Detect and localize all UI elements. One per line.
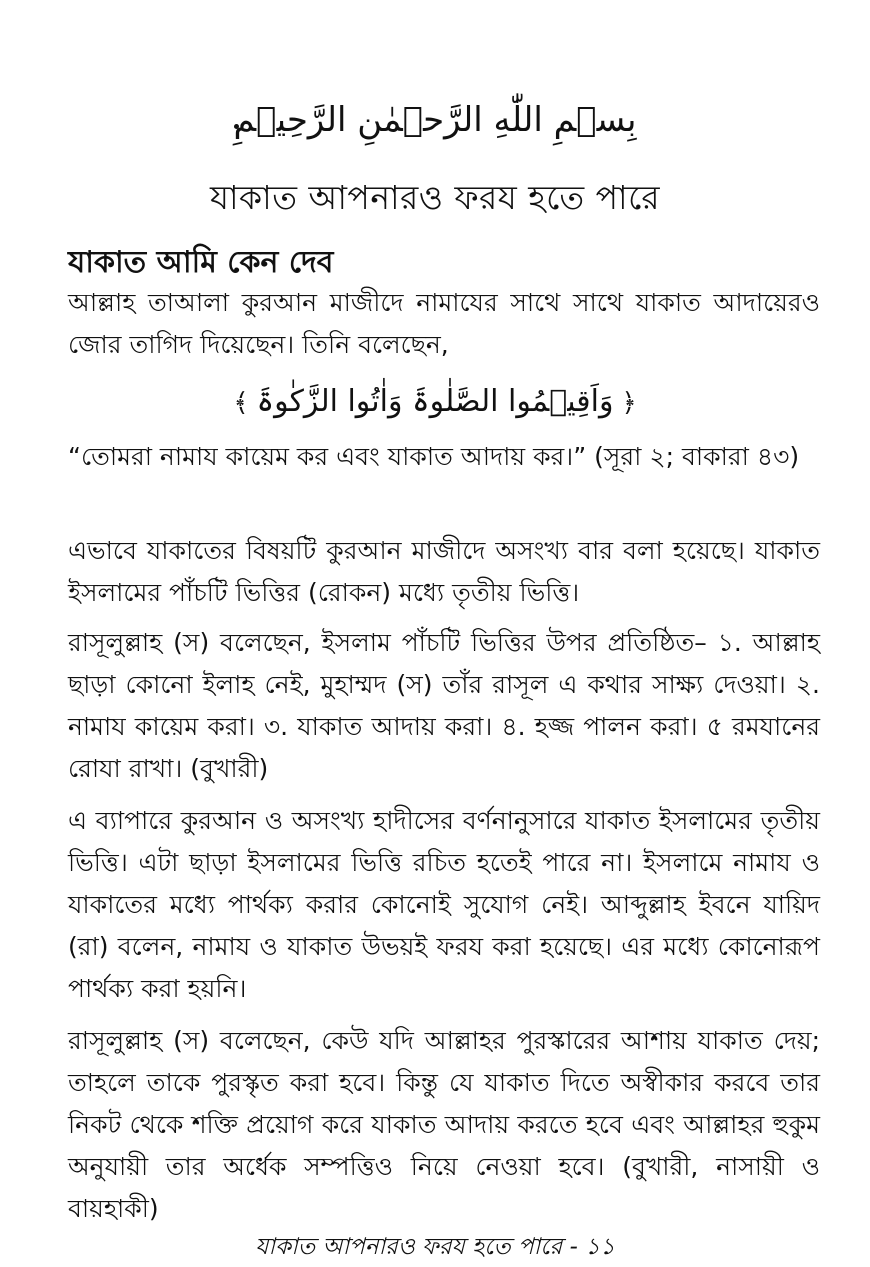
paragraph-reward-hadith: রাসূলুল্লাহ (স) বলেছেন, কেউ যদি আল্লাহর পুরস্কারের আশায় যাকাত দেয়; তাহলে তাকে পুরস্কৃত করা হবে। কিন্তু যে যাকাত দিতে অস্বীকার করবে তার নিকট থেকে শক্তি প্রয়োগ করে যাকাত আদায় করতে হবে এবং আল্লাহর হুকুম অনুযায়ী তার অর্ধেক সম্পত্তিও নিয়ে নেওয়া হবে। (বুখারী, নাসায়ী ও বায়হাকী) [68, 1026, 820, 1223]
ornate-bracket-close: ﴾ [233, 388, 249, 418]
paragraph-translation: “তোমরা নামায কায়েম কর এবং যাকাত আদায় কর।” (সূরা ২; বাকারা ৪৩) [68, 442, 800, 471]
paragraph-third-pillar: এ ব্যাপারে কুরআন ও অসংখ্য হাদীসের বর্ণনানুসারে যাকাত ইসলামের তৃতীয় ভিত্তি। এটা ছাড়া ইসলামের ভিত্তি রচিত হতেই পারে না। ইসলামে নামায ও যাকাতের মধ্যে পার্থক্য করার কোনোই সুযোগ নেই। আব্দুল্লাহ ইবনে যায়িদ (রা) বলেন, নামায ও যাকাত উভয়ই ফরয করা হয়েছে। এর মধ্যে কোনোরূপ পার্থক্য করা হয়নি। [68, 806, 820, 1003]
paragraph-intro: আল্লাহ তাআলা কুরআন মাজীদে নামাযের সাথে সাথে যাকাত আদায়েরও জোর তাগিদ দিয়েছেন। তিনি বলেছেন, [68, 288, 820, 359]
quran-verse-text: وَاَقِیۡمُوا الصَّلٰوۃَ وَاٰتُوا الزَّکٰوۃَ [256, 384, 614, 419]
paragraph-five-pillars-hadith: রাসূলুল্লাহ (স) বলেছেন, ইসলাম পাঁচটি ভিত্তির উপর প্রতিষ্ঠিত– ১. আল্লাহ ছাড়া কোনো ইলাহ নেই, মুহাম্মদ (স) তাঁর রাসূল এ কথার সাক্ষ্য দেওয়া। ২. নামায কায়েম করা। ৩. যাকাত আদায় করা। ৪. হজ্জ পালন করা। ৫ রমযানের রোযা রাখা। (বুখারী) [68, 628, 820, 783]
bismillah-calligraphy: بِسۡمِ اللّٰهِ الرَّحۡمٰنِ الرَّحِیۡمِ [233, 100, 637, 140]
page-footer: যাকাত আপনারও ফরয হতে পারে - ১১ [255, 1234, 615, 1260]
ornate-bracket-open: ﴿ [621, 388, 637, 418]
page-title: যাকাত আপনারও ফরয হতে পারে [209, 178, 661, 217]
paragraph-pillars-mention: এভাবে যাকাতের বিষয়টি কুরআন মাজীদে অসংখ্য বার বলা হয়েছে। যাকাত ইসলামের পাঁচটি ভিত্তির (রোকন) মধ্যে তৃতীয় ভিত্তি। [68, 536, 820, 607]
quran-verse [0, 384, 870, 419]
section-heading: যাকাত আমি কেন দেব [68, 245, 334, 280]
